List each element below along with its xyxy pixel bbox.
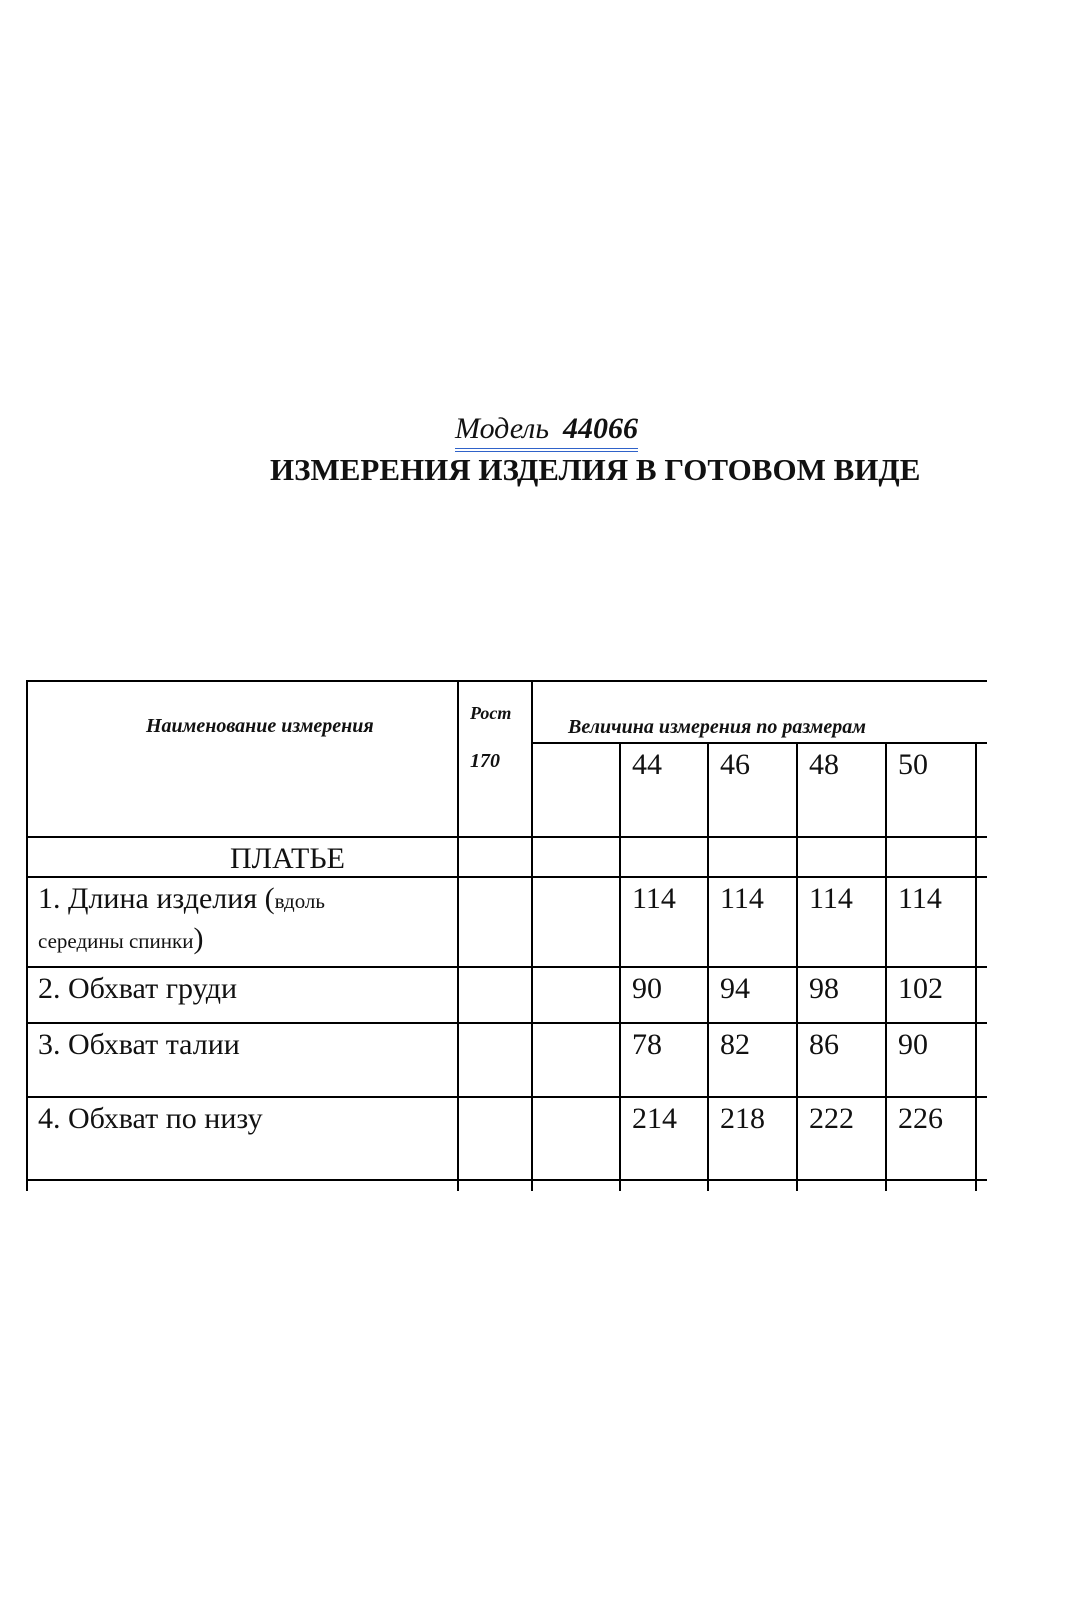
table-line-row1 bbox=[26, 966, 987, 968]
row-4-value-46: 218 bbox=[720, 1102, 765, 1135]
model-number: 44066 bbox=[563, 412, 639, 445]
row-1-name-line2-end: ) bbox=[193, 922, 204, 955]
table-border-top bbox=[26, 680, 987, 682]
row-1-name bbox=[38, 882, 325, 916]
row-4-value-50: 226 bbox=[898, 1102, 943, 1135]
row-2-value-44: 90 bbox=[632, 972, 662, 1005]
row-3-value-46: 82 bbox=[720, 1028, 750, 1061]
row-1-name-main: 1. Длина изделия ( bbox=[38, 882, 275, 915]
table-line-header-bottom bbox=[26, 836, 987, 838]
row-1-value-46: 114 bbox=[720, 882, 764, 915]
row-2-value-46: 94 bbox=[720, 972, 750, 1005]
table-vline-44 bbox=[707, 742, 709, 1191]
page-heading: ИЗМЕРЕНИЯ ИЗДЕЛИЯ В ГОТОВОМ ВИДЕ bbox=[270, 452, 921, 487]
table-vline-left bbox=[26, 680, 28, 1191]
header-height-label: Рост bbox=[470, 703, 512, 723]
table-line-row4 bbox=[26, 1179, 987, 1181]
row-1-name-line2 bbox=[38, 922, 203, 956]
row-4-value-48: 222 bbox=[809, 1102, 854, 1135]
size-44: 44 bbox=[632, 748, 662, 781]
table-line-row3 bbox=[26, 1096, 987, 1098]
row-2-value-50: 102 bbox=[898, 972, 943, 1005]
model-label: Модель bbox=[455, 412, 550, 445]
row-3-value-44: 78 bbox=[632, 1028, 662, 1061]
row-3-value-48: 86 bbox=[809, 1028, 839, 1061]
header-height-value: 170 bbox=[470, 750, 500, 772]
row-4-value-44: 214 bbox=[632, 1102, 677, 1135]
size-50: 50 bbox=[898, 748, 928, 781]
size-46: 46 bbox=[720, 748, 750, 781]
row-4-name: 4. Обхват по низу bbox=[38, 1102, 263, 1135]
row-1-value-48: 114 bbox=[809, 882, 853, 915]
header-name-column: Наименование измерения bbox=[146, 715, 374, 737]
table-vline-46 bbox=[796, 742, 798, 1191]
row-1-value-50: 114 bbox=[898, 882, 942, 915]
table-vline-height bbox=[531, 680, 533, 1191]
size-48: 48 bbox=[809, 748, 839, 781]
header-sizes-title: Величина измерения по размерам bbox=[568, 716, 866, 738]
table-line-sizes bbox=[531, 742, 987, 744]
row-2-value-48: 98 bbox=[809, 972, 839, 1005]
table-line-section bbox=[26, 876, 987, 878]
table-line-row2 bbox=[26, 1022, 987, 1024]
model-underline bbox=[455, 448, 638, 449]
table-vline-50 bbox=[975, 742, 977, 1191]
row-2-name: 2. Обхват груди bbox=[38, 972, 238, 1005]
row-1-value-44: 114 bbox=[632, 882, 676, 915]
row-1-name-small: вдоль bbox=[274, 889, 325, 913]
model-title bbox=[455, 412, 638, 446]
table-vline-48 bbox=[885, 742, 887, 1191]
row-1-name-line2-small: середины спинки bbox=[38, 929, 194, 953]
row-3-value-50: 90 bbox=[898, 1028, 928, 1061]
table-vline-name bbox=[457, 680, 459, 1191]
table-vline-blank bbox=[619, 742, 621, 1191]
row-3-name: 3. Обхват талии bbox=[38, 1028, 240, 1061]
section-title: ПЛАТЬЕ bbox=[230, 842, 345, 875]
